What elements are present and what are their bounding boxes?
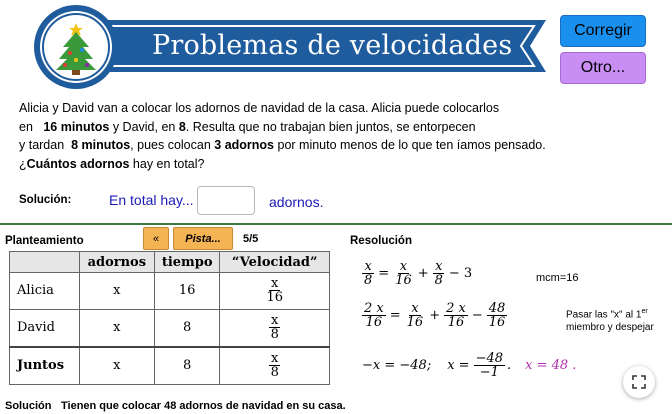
resolucion-title: Resolución xyxy=(350,235,412,247)
christmas-tree-icon xyxy=(52,20,100,76)
hint-button[interactable]: Pista... xyxy=(173,227,233,250)
hint-counter: 5/5 xyxy=(243,233,259,245)
row-tiempo: 8 xyxy=(154,347,219,385)
table-row xyxy=(10,309,330,347)
row-name: Alicia xyxy=(10,273,80,310)
row-velocidad: $\frac{x}{8}$ xyxy=(220,347,330,385)
section-divider xyxy=(0,223,672,225)
prev-hint-button[interactable]: « xyxy=(143,227,169,250)
problem-line-3: y tardan 8 minutos, pues colocan 3 adornos por minuto menos de lo que ten íamos pensado. xyxy=(19,138,546,152)
row-adornos: x xyxy=(79,347,154,385)
table-row-total xyxy=(10,347,330,385)
page-title: Problemas de velocidades xyxy=(152,30,513,61)
row-velocidad: $\frac{x}{16}$ xyxy=(220,273,330,310)
title-banner xyxy=(18,4,546,90)
table-header-row xyxy=(10,252,330,273)
table-header-velocidad: “Velocidad” xyxy=(220,252,330,273)
planteamiento-table xyxy=(9,251,330,385)
row-velocidad: $\frac{x}{8}$ xyxy=(220,309,330,347)
problem-line-2: en 16 minutos y David, en 8. Resulta que no trabajan bien juntos, se entorpecen xyxy=(19,119,476,134)
solution-label: Solución: xyxy=(19,194,72,206)
table-header-adornos: adornos xyxy=(79,252,154,273)
hint-note: Pasar las "x" al 1er miembro y despejar xyxy=(566,308,654,334)
mcm-label: mcm=16 xyxy=(536,272,579,284)
fullscreen-button[interactable] xyxy=(623,366,655,398)
row-tiempo: 8 xyxy=(154,309,219,347)
solution-suffix: adornos. xyxy=(269,194,324,210)
equation-1: $\frac{x}{8}$ = $\frac{x}{16}$ + $\frac{x}{8}$ − 3 xyxy=(364,259,473,288)
table-row xyxy=(10,273,330,310)
problem-line-1: Alicia y David van a colocar los adornos de navidad de la casa. Alicia puede colocarlos xyxy=(19,101,500,115)
planteamiento-title: Planteamiento xyxy=(5,235,84,247)
final-solution-label: Solución xyxy=(5,400,52,412)
problem-statement xyxy=(19,99,559,173)
equation-3: −x = −48; x = $\frac{-48}{-1}$ . x = 48 . xyxy=(362,351,577,380)
solution-prefix: En total hay... xyxy=(109,192,194,208)
otro-button[interactable]: Otro... xyxy=(560,52,646,84)
problem-question: ¿Cuántos adornos hay en total? xyxy=(19,156,205,171)
row-name: Juntos xyxy=(10,347,80,385)
row-adornos: x xyxy=(79,309,154,347)
row-name: David xyxy=(10,309,80,347)
final-solution-text: Tienen que colocar 48 adornos de navidad en su casa. xyxy=(61,400,346,412)
answer-input[interactable] xyxy=(197,186,255,215)
table-header-blank xyxy=(10,252,80,273)
equation-2: $\frac{2 x}{16}$ = $\frac{x}{16}$ + $\frac{2 x}{16}$ − $\frac{48}{16}$ xyxy=(364,301,506,330)
table-header-tiempo: tiempo xyxy=(154,252,219,273)
result-value: x = 48 . xyxy=(525,358,577,373)
expand-icon xyxy=(632,375,646,389)
row-tiempo: 16 xyxy=(154,273,219,310)
corregir-button[interactable]: Corregir xyxy=(560,15,646,47)
row-adornos: x xyxy=(79,273,154,310)
